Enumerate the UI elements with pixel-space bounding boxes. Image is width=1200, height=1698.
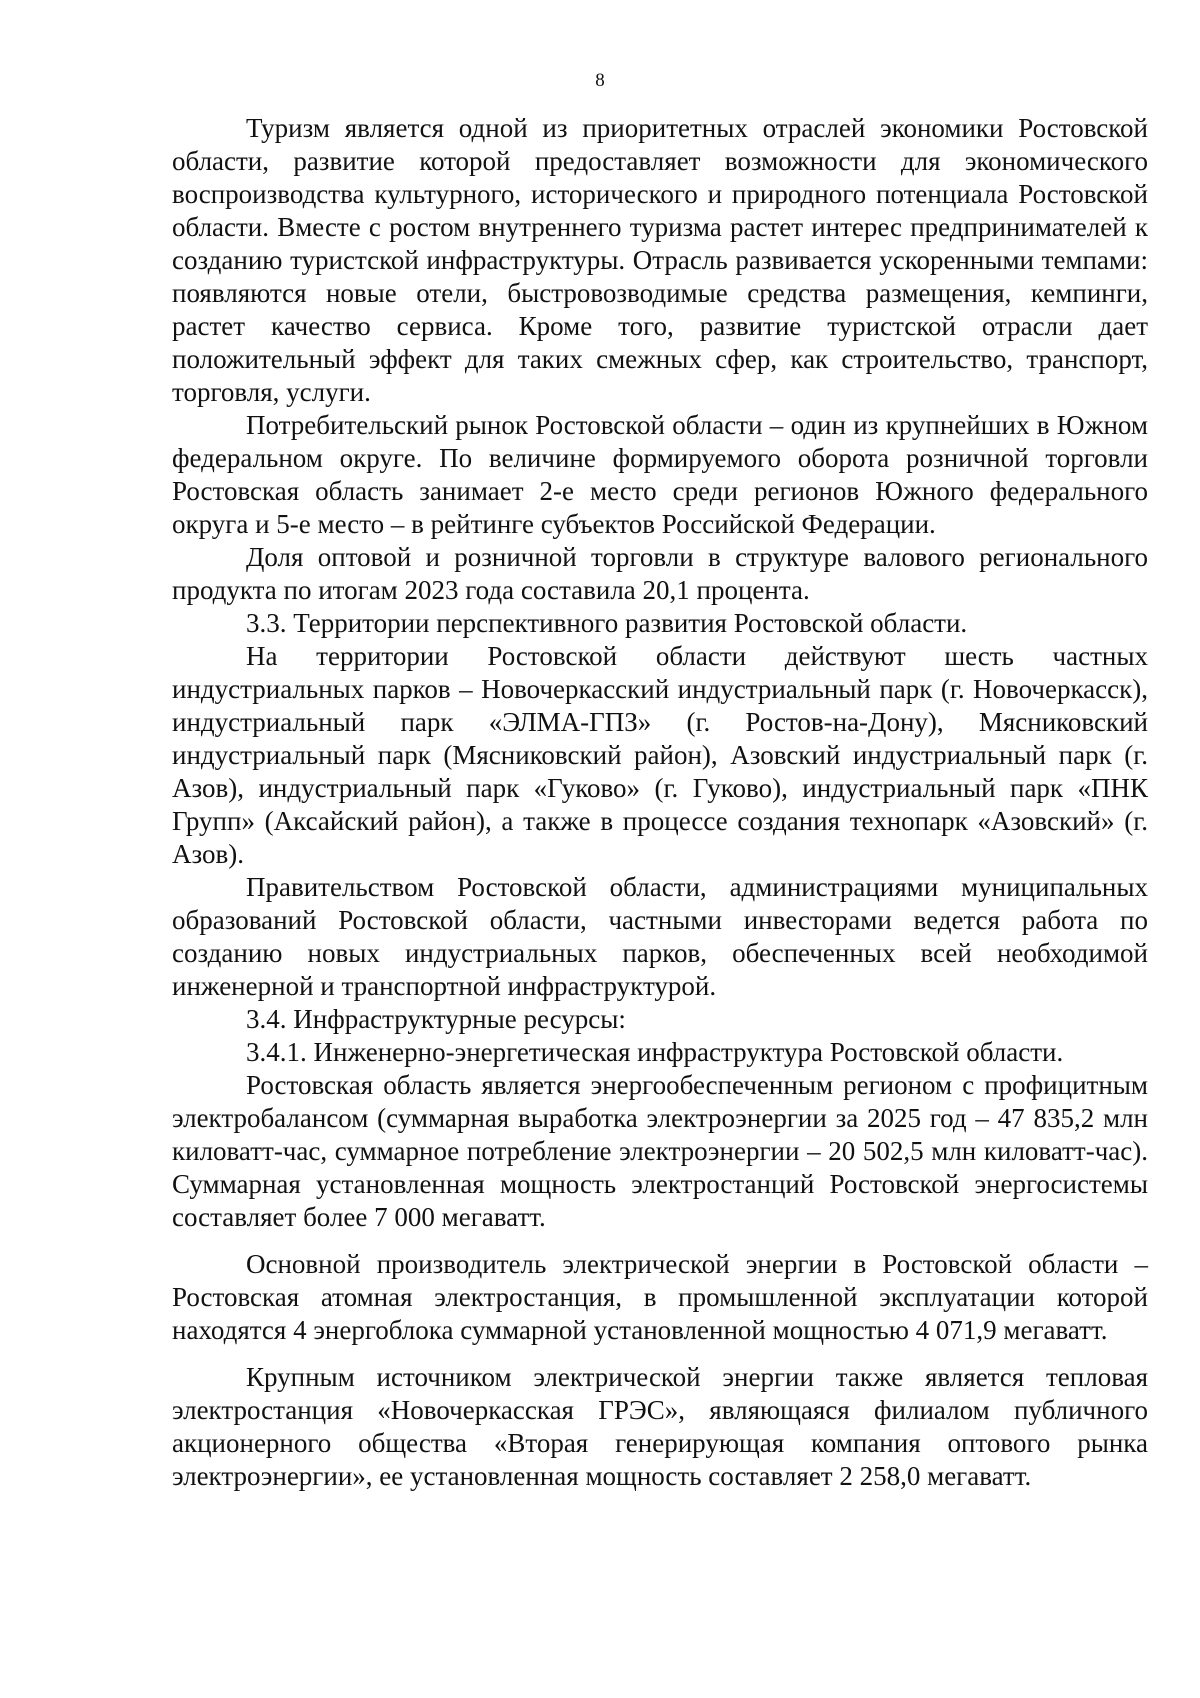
paragraph-new-parks: Правительством Ростовской области, администрациями муниципальных образований Ростовской области, частными инвесторами ведется работа по созданию новых индустриальных парков, обеспеченных всей необходимой инженерной и транспортной инфраструктурой. [172,872,1148,1001]
paragraph-industrial-parks: На территории Ростовской области действуют шесть частных индустриальных парков – Новочеркасский индустриальный парк (г. Новочеркасск), индустриальный парк «ЭЛМА-ГПЗ» (г. Ростов-на-Дону), Мясниковский индустриальный парк (Мясниковский район), Азовский индустриальный парк (г. Азов), индустриальный парк «Гуково» (г. Гуково), индустриальный парк «ПНК Групп» (Аксайский район), а также в процессе создания технопарк «Азовский» (г. Азов). [172,641,1148,869]
section-heading-3-4: 3.4. Инфраструктурные ресурсы: [246,1004,626,1034]
paragraph-energy-balance: Ростовская область является энергообеспеченным регионом с профицитным электробалансом (суммарная выработка электроэнергии за 2025 год – 47 835,2 млн киловатт-час, суммарное потребление электроэнергии – 20 502,5 млн киловатт-час). Суммарная установленная мощность электростанций Ростовской энергосистемы составляет более 7 000 мегаватт. [172,1070,1148,1232]
paragraph-tourism: Туризм является одной из приоритетных отраслей экономики Ростовской области, развитие которой предоставляет возможности для экономического воспроизводства культурного, исторического и природного потенциала Ростовской области. Вместе с ростом внутреннего туризма растет интерес предпринимателей к созданию туристской инфраструктуры. Отрасль развивается ускоренными темпами: появляются новые отели, быстровозводимые средства размещения, кемпинги, растет качество сервиса. Кроме того, развитие туристской отрасли дает положительный эффект для таких смежных сфер, как строительство, транспорт, торговля, услуги. [172,113,1148,407]
document-body [172,112,1148,1493]
paragraph-trade-share: Доля оптовой и розничной торговли в структуре валового регионального продукта по итогам 2023 года составила 20,1 процента. [172,542,1148,605]
paragraph-novocherkassk-gres: Крупным источником электрической энергии также является тепловая электростанция «Новочеркасская ГРЭС», являющаяся филиалом публичного акционерного общества «Вторая генерирующая компания оптового рынка электроэнергии», ее установленная мощность составляет 2 258,0 мегаватт. [172,1362,1148,1491]
paragraph-nuclear-plant: Основной производитель электрической энергии в Ростовской области – Ростовская атомная электростанция, в промышленной эксплуатации которой находятся 4 энергоблока суммарной установленной мощностью 4 071,9 мегаватт. [172,1249,1148,1345]
section-heading-3-3: 3.3. Территории перспективного развития Ростовской области. [246,608,968,638]
page-number: 8 [595,70,605,91]
section-heading-3-4-1: 3.4.1. Инженерно-энергетическая инфраструктура Ростовской области. [246,1037,1064,1067]
paragraph-consumer-market: Потребительский рынок Ростовской области – один из крупнейших в Южном федеральном округе. По величине формируемого оборота розничной торговли Ростовская область занимает 2-е место среди регионов Южного федерального округа и 5-е место – в рейтинге субъектов Российской Федерации. [172,410,1148,539]
